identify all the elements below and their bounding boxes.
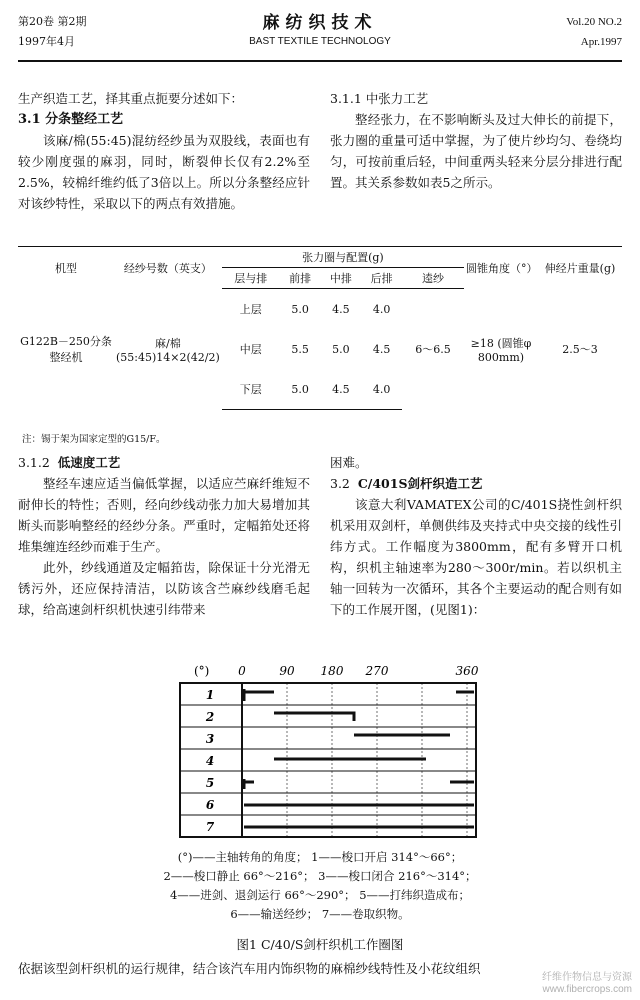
middle-cell: 4.5 [332, 302, 350, 316]
angle-cell: ≥18 (圆锥φ 800mm) [470, 336, 532, 364]
watermark [542, 972, 632, 996]
legend-line: 4——进剑、退剑运行 66°～290°； 5——打纬织造成布； [169, 888, 471, 902]
header-tension: 张力圈与配置(g) [222, 247, 464, 268]
back-cell: 4.0 [361, 369, 402, 410]
journal-title-en: BAST TEXTILE TECHNOLOGY [249, 36, 391, 47]
layer-cell: 中层 [239, 343, 262, 356]
front-cell: 5.0 [280, 369, 321, 410]
legend-line: 6——输送经纱； 7——卷取织物。 [230, 907, 410, 921]
bar-shed-dwell [274, 713, 354, 721]
header-yarn-count: 经纱号数（英支） [114, 247, 222, 289]
tick-label: 180 [320, 664, 344, 678]
legend-line: 2——梭口静止 66°～216°； 3——梭口闭合 216°～314°； [163, 869, 477, 883]
figure-caption: 图1 C/40/S剑杆织机工作圈图 [236, 937, 404, 952]
section-3-1-2-paragraph-2: 此外，纱线通道及定幅筘齿，除保证十分光滑无锈污外，还应保持清洁，以防该含苎麻纱线磨毛起球，给高速剑杆织机快速引纬带来 [18, 560, 310, 617]
issue-date: 1997年4月 [18, 35, 75, 48]
header-cone-angle: 圆锥角度（°） [464, 247, 538, 289]
bar-beat-up [244, 779, 474, 789]
journal-title-cn: 麻纺织技术 [262, 13, 378, 33]
continued-text: 困难。 [330, 455, 368, 470]
front-cell: 5.0 [291, 302, 309, 316]
header-rule [18, 60, 622, 62]
header-layer: 层与排 [222, 268, 280, 289]
machine-cell: G122B－250分条整经机 [20, 335, 112, 364]
middle-cell: 5.0 [332, 342, 350, 356]
layer-cell: 下层 [222, 369, 280, 410]
header-machine: 机型 [18, 247, 114, 289]
header-sheet-weight: 伸经片重量(g) [538, 247, 622, 289]
middle-cell: 4.5 [321, 369, 362, 410]
row-label: 4 [205, 754, 215, 768]
section-title: C/401S剑杆织造工艺 [357, 476, 483, 491]
section-number: 3.1.2 [18, 455, 50, 470]
watermark-url: www.fibercrops.com [542, 984, 632, 995]
section-heading-3-1-2 [18, 452, 310, 473]
row-label: 7 [205, 820, 215, 834]
volume-issue: 第20卷 第2期 [18, 15, 87, 28]
back-cell: 4.5 [372, 342, 391, 356]
row-label: 2 [205, 710, 215, 724]
degree-symbol: (°) [194, 664, 210, 678]
table-note: 注：锡于架为国家定型的G15/F。 [22, 434, 166, 445]
issue-date-en: Apr.1997 [580, 36, 622, 48]
legend-line: (°)——主轴转角的角度； 1——梭口开启 314°～66°； [177, 850, 463, 864]
section-heading-3-1: 3.1 分条整经工艺 [18, 112, 124, 127]
journal-title-block [18, 8, 622, 47]
weight-cell: 2.5～3 [562, 343, 598, 356]
left-column-top [18, 88, 310, 214]
yarn-cell: 麻/棉(55:45)14×2(42/2) [116, 336, 220, 364]
header-front-row: 前排 [280, 268, 321, 289]
tick-label: 0 [238, 664, 246, 678]
back-cell: 4.0 [372, 302, 391, 316]
right-column-top [330, 88, 622, 193]
row-label: 6 [205, 798, 215, 812]
row-label: 1 [205, 688, 215, 702]
volume-issue-en: Vol.20 NO.2 [566, 16, 622, 28]
bar-shed-opening [244, 689, 474, 701]
right-column-middle [330, 452, 622, 620]
tick-label: 270 [365, 664, 389, 678]
section-3-1-1-paragraph: 整经张力，在不影响断头及过大伸长的前提下，张力圈的重量可适中掌握，为了使片纱均匀、卷绕均匀，可按前重后轻，中间重两头轻来分层分排进行配置。其关系参数如表5之所示。 [330, 112, 622, 190]
section-3-2-paragraph: 该意大利VAMATEX公司的C/401S挠性剑杆织机采用双剑杆，单侧供纬及夹持式中央交接的线性引纬方式。工作幅度为3800mm，配有多臂开口机构，织机主轴速率为280～300r/min。若以织机主轴一回转为一次循环，其各个主要运动的配合则有如下的工作展开图，(见图1)： [330, 497, 622, 617]
header-middle-row: 中排 [321, 268, 362, 289]
intro-paragraph: 生产织造工艺，择其重点扼要分述如下： [18, 91, 244, 106]
section-title: 低速度工艺 [57, 455, 121, 470]
section-3-1-2-paragraph-1: 整经车速应适当偏低掌握，以适应苎麻纤维短不耐伸长的特性；否则，经向纱线动张力加大易增加其断头而影响整经的经纱分条。严重时，定幅筘处还将堆集缠连经纱而难于生产。 [18, 476, 310, 554]
watermark-line: 纤维作物信息与资源 [542, 972, 632, 983]
tension-ring-table [18, 246, 622, 410]
header-suodai: 逵纱 [402, 268, 464, 289]
figure-legend [80, 848, 560, 924]
suodai-cell: 6～6.5 [415, 343, 451, 357]
tick-label: 90 [279, 664, 295, 678]
header-back-row: 后排 [361, 268, 402, 289]
bottom-paragraph: 依据该型剑杆织机的运行规律，结合该汽车用内饰织物的麻棉纱线特性及小花纹组织 [18, 961, 481, 976]
table-row [18, 289, 622, 330]
layer-cell: 上层 [239, 303, 262, 316]
tick-label: 360 [455, 664, 479, 678]
row-label: 3 [205, 732, 215, 746]
front-cell: 5.5 [291, 342, 309, 356]
left-column-middle [18, 452, 310, 620]
page-header [18, 8, 622, 56]
row-label: 5 [205, 776, 215, 790]
section-number: 3.2 [330, 476, 350, 491]
loom-working-diagram [150, 655, 490, 845]
issue-info-en [566, 12, 622, 52]
section-3-1-paragraph: 该麻/棉(55:45)混纺经纱虽为双股线，表面也有较少刚度强的麻羽，同时，断裂伸长仅有2.2%至2.5%，较棉纤维约低了3倍以上。所以分条整经应针对该纱特性，采取以下的两点有效措施。 [18, 133, 310, 211]
section-heading-3-2 [330, 473, 622, 494]
section-heading-3-1-1: 3.1.1 中张力工艺 [330, 91, 429, 106]
